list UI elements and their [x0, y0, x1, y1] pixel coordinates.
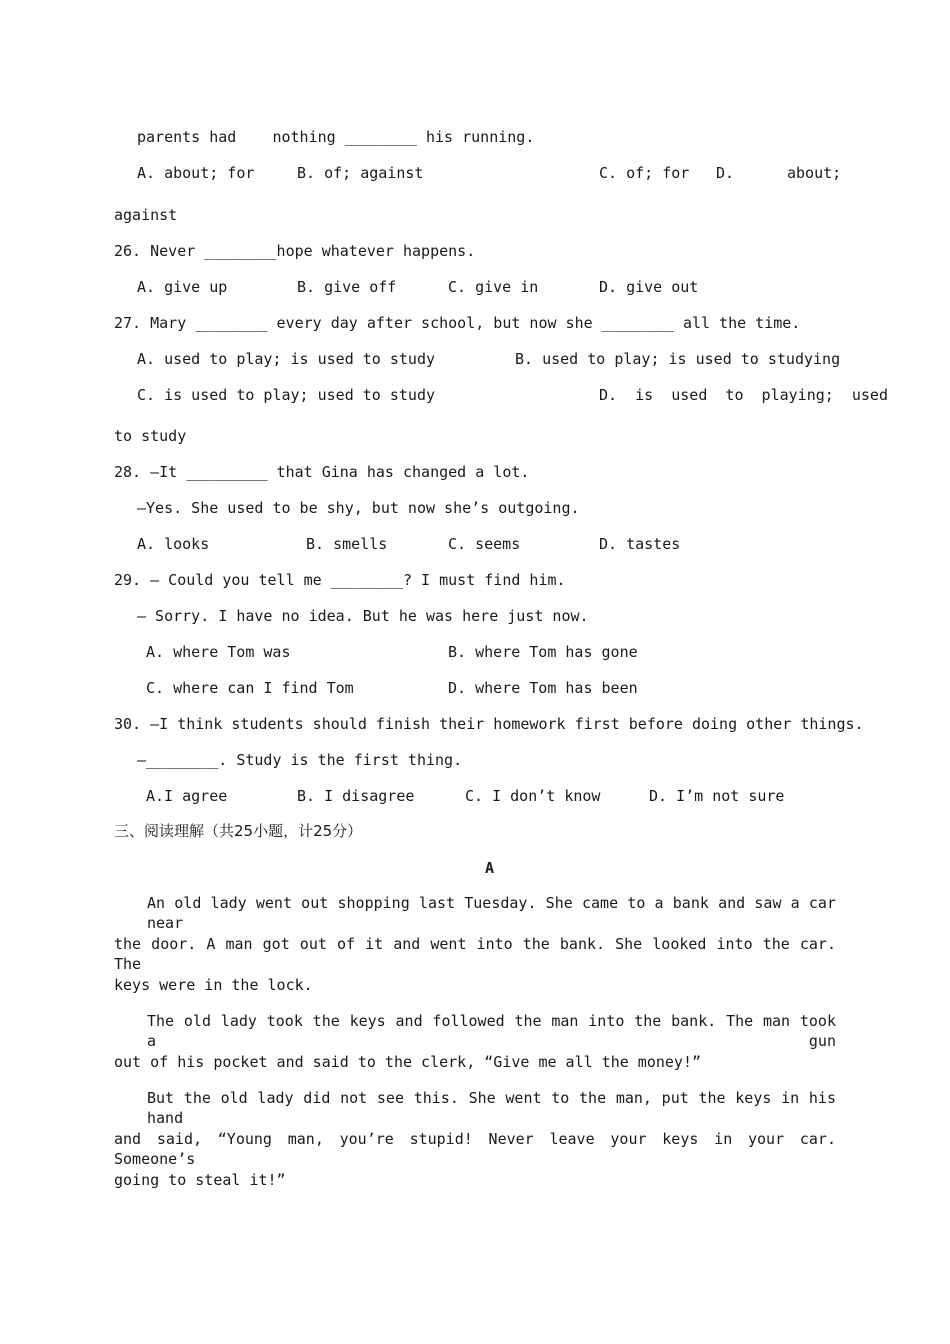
q28-option-d: D. tastes: [599, 535, 681, 553]
q30-option-d: D. I’m not sure: [649, 787, 785, 805]
q27-stem: 27. Mary ________ every day after school, but now she ________ all the time.: [114, 314, 801, 332]
q28-stem: 28. —It _________ that Gina has changed a lot.: [114, 463, 530, 481]
q29-option-b: B. where Tom has gone: [448, 643, 638, 661]
passage-label: A: [485, 859, 495, 877]
q29-reply: — Sorry. I have no idea. But he was here just now.: [137, 607, 589, 625]
passage-p3-line3: going to steal it!”: [114, 1171, 286, 1189]
q29-option-d: D. where Tom has been: [448, 679, 638, 697]
q27-option-a: A. used to play; is used to study: [137, 350, 436, 368]
q29-option-a: A. where Tom was: [146, 643, 291, 661]
section-heading: 三、阅读理解（共25小题，计25分）: [114, 822, 363, 840]
passage-p1-line2: the door. A man got out of it and went into the bank. She looked into the car. The: [114, 935, 836, 973]
q27-option-d-wrap: to study: [114, 427, 187, 445]
q25-option-d-wrap: against: [114, 206, 178, 224]
q25-option-c: C. of; for: [599, 164, 690, 182]
q27-option-d: D. is used to playing; used: [599, 386, 888, 404]
passage-p1-line1: An old lady went out shopping last Tuesday. She came to a bank and saw a car near: [147, 894, 836, 932]
q26-stem: 26. Never ________hope whatever happens.: [114, 242, 476, 260]
q27-option-b: B. used to play; is used to studying: [515, 350, 841, 368]
q28-option-b: B. smells: [306, 535, 388, 553]
passage-p1-line3: keys were in the lock.: [114, 976, 313, 994]
q25-option-b: B. of; against: [297, 164, 424, 182]
q26-option-b: B. give off: [297, 278, 397, 296]
passage-p3-line2: and said, “Young man, you’re stupid! Never leave your keys in your car. Someone’s: [114, 1130, 836, 1168]
q30-reply: —________. Study is the first thing.: [137, 751, 463, 769]
q28-option-a: A. looks: [137, 535, 210, 553]
q25-option-d-text: about;: [787, 164, 842, 182]
q30-stem: 30. —I think students should finish their homework first before doing other things.: [114, 715, 864, 733]
q25-option-d-label: D.: [716, 164, 735, 182]
q29-option-c: C. where can I find Tom: [146, 679, 354, 697]
q27-option-c: C. is used to play; used to study: [137, 386, 436, 404]
q25-option-a: A. about; for: [137, 164, 255, 182]
q28-option-c: C. seems: [448, 535, 521, 553]
q26-option-d: D. give out: [599, 278, 699, 296]
q30-option-b: B. I disagree: [297, 787, 415, 805]
q29-stem: 29. — Could you tell me ________? I must find him.: [114, 571, 566, 589]
passage-p3-line1: But the old lady did not see this. She went to the man, put the keys in his hand: [147, 1089, 836, 1127]
passage-p2-line1: The old lady took the keys and followed the man into the bank. The man took a gun: [147, 1012, 836, 1050]
q28-reply: —Yes. She used to be shy, but now she’s outgoing.: [137, 499, 580, 517]
q26-option-c: C. give in: [448, 278, 539, 296]
passage-p2-line2: out of his pocket and said to the clerk, “Give me all the money!”: [114, 1053, 701, 1071]
q30-option-c: C. I don’t know: [465, 787, 601, 805]
q25-stem-continuation: parents had nothing ________ his running.: [137, 128, 535, 146]
q30-option-a: A.I agree: [146, 787, 228, 805]
q26-option-a: A. give up: [137, 278, 228, 296]
